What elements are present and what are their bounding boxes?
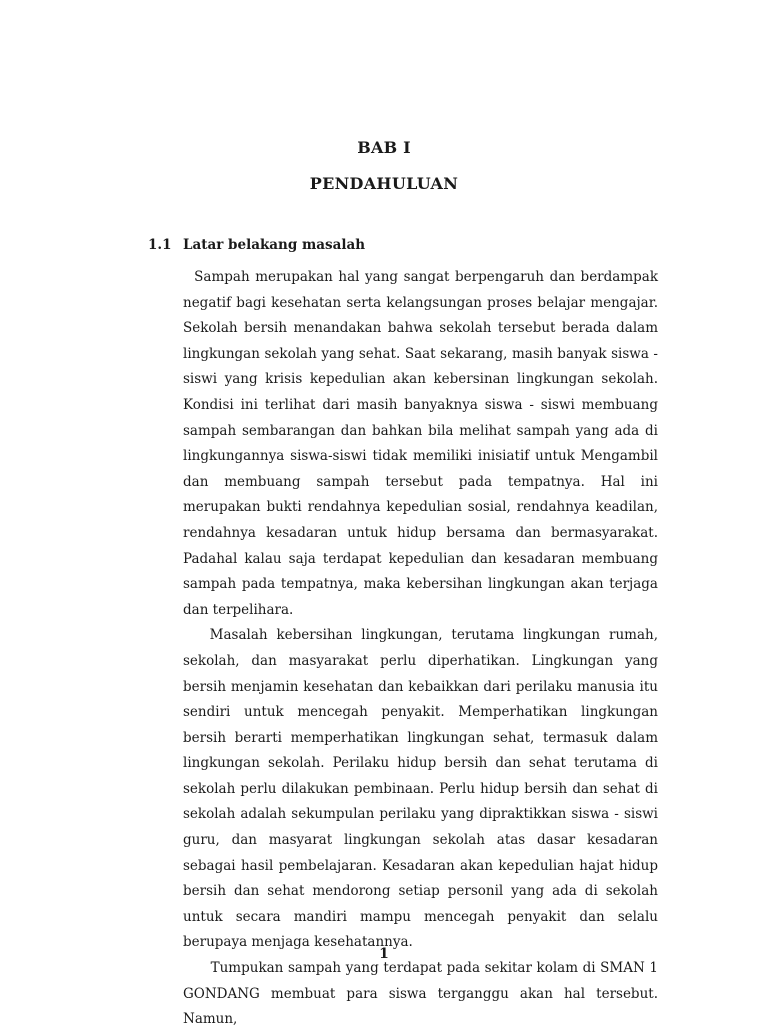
page-number: 1 [379,946,389,962]
paragraph-1: Sampah merupakan hal yang sangat berpengaruh dan berdampak negatif bagi kesehatan serta kelangsungan proses belajar mengajar. Sekolah bersih menandakan bahwa sekolah tersebut berada dalam lingkungan sekolah yang sehat. Saat sekarang, masih banyak siswa - siswi yang krisis kepedulian akan kebersinan lingkungan sekolah. Kondisi ini terlihat dari masih banyaknya siswa - siswi membuang sampah sembarangan dan bahkan bila melihat sampah yang ada di lingkungannya siswa-siswi tidak memiliki inisiatif untuk Mengambil dan membuang sampah tersebut pada tempatnya. Hal ini merupakan bukti rendahnya kepedulian sosial, rendahnya keadilan, rendahnya kesadaran untuk hidup bersama dan bermasyarakat. Padahal kalau saja terdapat kepedulian dan kesadaran membuang sampah pada tempatnya, maka kebersihan lingkungan akan terjaga dan terpelihara. [183,269,658,618]
body-text [183,265,658,1033]
section-title: Latar belakang masalah [183,237,366,253]
paragraph-3: Tumpukan sampah yang terdapat pada sekitar kolam di SMAN 1 GONDANG membuat para siswa terganggu akan hal tersebut. Namun, [183,960,658,1028]
chapter-title: BAB I [357,138,411,157]
paragraph-2: Masalah kebersihan lingkungan, terutama lingkungan rumah, sekolah, dan masyarakat perlu diperhatikan. Lingkungan yang bersih menjamin kesehatan dan kebaikkan dari perilaku manusia itu sendiri untuk mencegah penyakit. Memperhatikan lingkungan bersih berarti memperhatikan lingkungan sehat, termasuk dalam lingkungan sekolah. Perilaku hidup bersih dan sehat terutama di sekolah perlu dilakukan pembinaan. Perlu hidup bersih dan sehat di sekolah adalah sekumpulan perilaku yang dipraktikkan siswa - siswi guru, dan masyarat lingkungan sekolah atas dasar kesadaran sebagai hasil pembelajaran. Kesadaran akan kepedulian hajat hidup bersih dan sehat mendorong setiap personil yang ada di sekolah untuk secara mandiri mampu mencegah penyakit dan selalu berupaya menjaga kesehatannya. [183,627,658,951]
section-number: 1.1 [148,237,172,253]
chapter-subtitle: PENDAHULUAN [309,174,459,193]
